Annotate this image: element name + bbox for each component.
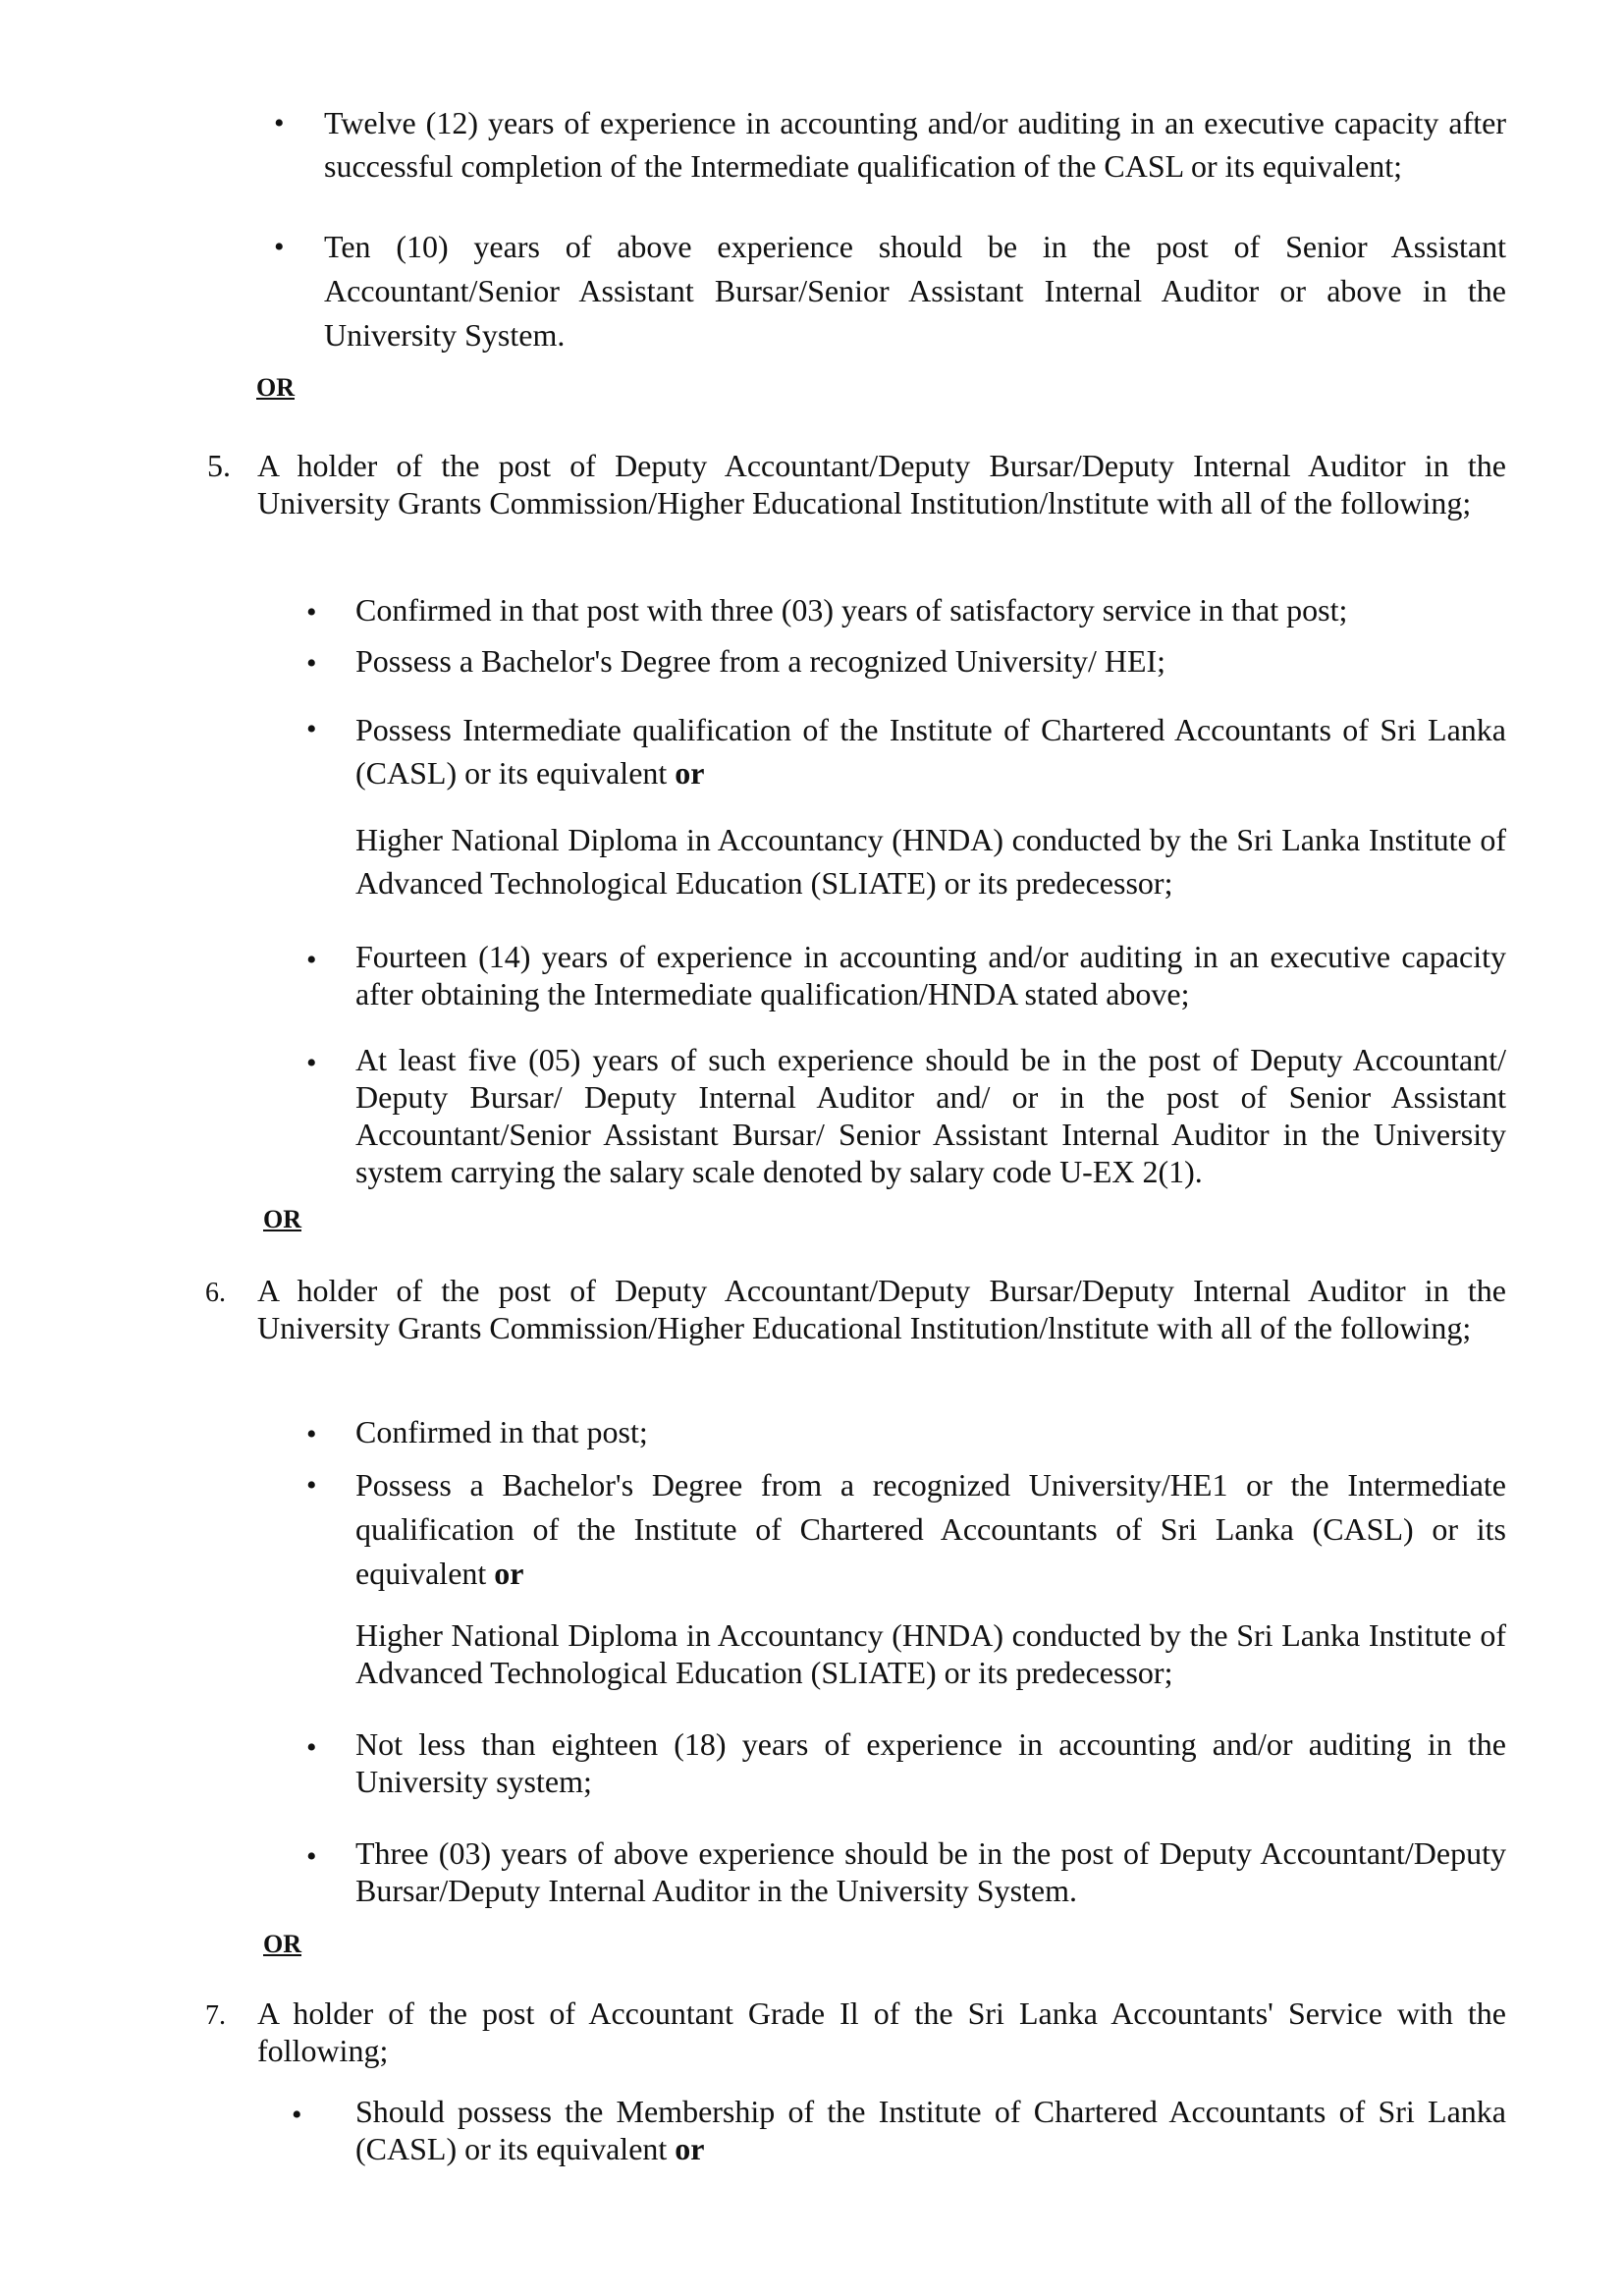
bullet-dot: •	[306, 596, 317, 629]
bullet-dot: •	[306, 1840, 317, 1873]
bullet-dot: •	[306, 1469, 317, 1502]
section-text: A holder of the post of Deputy Accountant/Deputy Bursar/Deputy Internal Auditor in the University Grants Commission/Higher Educational Institution/lnstitute with all of the following;	[257, 1273, 1506, 1345]
or-emphasis: or	[675, 755, 705, 791]
bullet-dot: •	[306, 713, 317, 745]
bullet-item: Fourteen (14) years of experience in accounting and/or auditing in an executive capacity after obtaining the Intermediate qualification/HNDA stated above;	[355, 939, 1506, 1011]
bullet-item: Possess a Bachelor's Degree from a recognized University/ HEI;	[355, 643, 1166, 679]
alternative-qualification: Higher National Diploma in Accountancy (HNDA) conducted by the Sri Lanka Institute of Advanced Technological Education (SLIATE) or its predecessor;	[355, 1617, 1506, 1690]
or-separator: OR	[263, 1205, 301, 1233]
section-text: A holder of the post of Accountant Grade Il of the Sri Lanka Accountants' Service with the following;	[257, 1995, 1506, 2068]
or-separator: OR	[263, 1930, 301, 1958]
bullet-dot: •	[306, 1047, 317, 1079]
bullet-dot: •	[274, 107, 285, 139]
section-number: 7.	[205, 2000, 226, 2031]
section-number: 5.	[207, 448, 231, 483]
bullet-dot: •	[274, 231, 285, 263]
bullet-item: Three (03) years of above experience should be in the post of Deputy Accountant/Deputy Bursar/Deputy Internal Auditor in the University System.	[355, 1835, 1506, 1908]
section-text: A holder of the post of Deputy Accountant/Deputy Bursar/Deputy Internal Auditor in the University Grants Commission/Higher Educational Institution/lnstitute with all of the following;	[257, 448, 1506, 520]
bullet-text: Possess a Bachelor's Degree from a recognized University/HE1 or the Intermediate qualification of the Institute of Chartered Accountants of Sri Lanka (CASL) or its equivalent	[355, 1467, 1506, 1591]
bullet-dot: •	[306, 1731, 317, 1764]
or-separator: OR	[256, 373, 295, 402]
bullet-dot: •	[306, 647, 317, 680]
bullet-item	[355, 2093, 1506, 2167]
bullet-text: Possess Intermediate qualification of the Institute of Chartered Accountants of Sri Lanka (CASL) or its equivalent	[355, 712, 1506, 791]
section-number: 6.	[205, 1278, 226, 1308]
bullet-dot: •	[306, 1418, 317, 1450]
bullet-item: At least five (05) years of such experience should be in the post of Deputy Accountant/ Deputy Bursar/ Deputy Internal Auditor and/ or in the post of Senior Assistant Accountant/Senior Assistant Bursar/ Senior Assistant Internal Auditor in the University system carrying the salary scale denoted by salary code U-EX 2(1).	[355, 1042, 1506, 1189]
bullet-item	[355, 708, 1506, 794]
bullet-item: Twelve (12) years of experience in accounting and/or auditing in an executive capacity after successful completion of the Intermediate qualification of the CASL or its equivalent;	[324, 105, 1506, 184]
bullet-item	[355, 1463, 1506, 1596]
bullet-item: Not less than eighteen (18) years of experience in accounting and/or auditing in the University system;	[355, 1726, 1506, 1799]
bullet-item: Confirmed in that post;	[355, 1414, 648, 1449]
or-emphasis: or	[494, 1556, 524, 1591]
bullet-item: Ten (10) years of above experience should be in the post of Senior Assistant Accountant/Senior Assistant Bursar/Senior Assistant Internal Auditor or above in the University System.	[324, 229, 1506, 353]
bullet-text: Should possess the Membership of the Institute of Chartered Accountants of Sri Lanka (CASL) or its equivalent	[355, 2094, 1506, 2166]
bullet-dot: •	[292, 2099, 302, 2131]
alternative-qualification: Higher National Diploma in Accountancy (HNDA) conducted by the Sri Lanka Institute of Advanced Technological Education (SLIATE) or its predecessor;	[355, 822, 1506, 901]
or-emphasis: or	[675, 2131, 705, 2166]
bullet-dot: •	[306, 944, 317, 976]
bullet-item: Confirmed in that post with three (03) years of satisfactory service in that post;	[355, 592, 1348, 628]
